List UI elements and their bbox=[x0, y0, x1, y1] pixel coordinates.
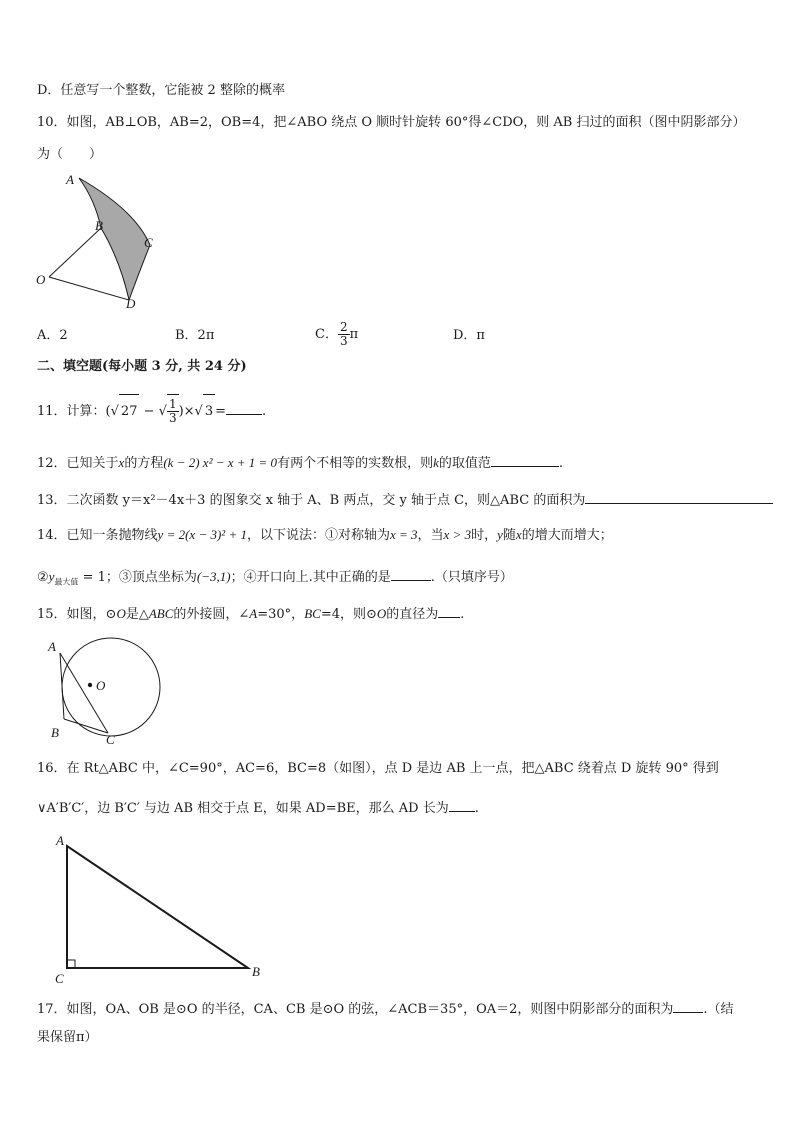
q13 bbox=[37, 489, 773, 510]
q12-end: . bbox=[558, 456, 564, 471]
q15-circle bbox=[62, 638, 160, 736]
q14-var-x: x bbox=[515, 527, 522, 542]
q15-figure bbox=[38, 634, 178, 754]
q16-label-b: B bbox=[252, 964, 260, 979]
q12-mid1: 的方程 bbox=[124, 456, 164, 471]
q17-end: .（结 bbox=[703, 1002, 734, 1017]
q14-l2-p1: ② bbox=[37, 570, 49, 585]
q14-l2-eq: = 1 bbox=[78, 570, 106, 585]
q10-segment-od bbox=[49, 277, 129, 300]
q12-mid2: 有两个不相等的实数根，则 bbox=[277, 456, 434, 471]
q15-abc: ABC bbox=[148, 606, 174, 621]
q16-answer-blank[interactable] bbox=[449, 797, 475, 812]
q14-l2-end: .（只填序号） bbox=[430, 570, 513, 585]
q12-equation: (k − 2) x² − x + 1 = 0 bbox=[163, 455, 278, 470]
q14-equation: y = 2(x − 3)² + 1 bbox=[157, 527, 247, 542]
q13-answer-blank[interactable] bbox=[585, 489, 773, 504]
q14-mid1: ，以下说法：①对称轴为 bbox=[246, 528, 390, 543]
q10-stem-line1: 10．如图，AB⊥OB，AB=2，OB=4，把∠ABO 绕点 O 顺时针旋转 60°得∠CDO，则 AB 扫过的面积（图中阴影部分） bbox=[37, 115, 746, 130]
q15-o2: O bbox=[376, 606, 387, 621]
q10-option-c-prefix: C． bbox=[315, 327, 338, 342]
q14-var-y: y bbox=[497, 527, 503, 542]
q10-option-d: D．π bbox=[453, 328, 485, 343]
radical-icon: √ bbox=[110, 404, 119, 419]
q10-option-c-fraction bbox=[338, 321, 350, 348]
q10-option-c-den: 3 bbox=[339, 334, 348, 348]
q14-condition: x > 3 bbox=[443, 527, 472, 542]
q12-var-k: k bbox=[433, 455, 439, 470]
q14-line1 bbox=[37, 526, 613, 545]
q16-line2-text: ∨A′B′C′，边 B′C′ 与边 AB 相交于点 E，如果 AD=BE，那么 AD 长为 bbox=[37, 801, 449, 816]
q11-suffix: = bbox=[215, 404, 227, 419]
q16-label-c: C bbox=[55, 971, 64, 986]
q16-line1: 16．在 Rt△ABC 中，∠C=90°，AC=6，BC=8（如图），点 D 是边 AB 上一点，把△ABC 绕着点 D 旋转 90° 得到 bbox=[37, 761, 719, 776]
q15-label-c: C bbox=[106, 732, 115, 747]
q10-label-b: B bbox=[95, 218, 103, 233]
q15-mid5: 的直径为 bbox=[386, 607, 439, 622]
q15-o: O bbox=[116, 606, 126, 621]
q12-answer-blank[interactable] bbox=[491, 452, 559, 467]
q11-fraction bbox=[167, 398, 179, 425]
q17-line1 bbox=[37, 998, 734, 1019]
q16-figure bbox=[50, 828, 290, 988]
q14-axis: x = 3 bbox=[389, 527, 418, 542]
q15-center-dot bbox=[88, 683, 92, 687]
q15-label-b: B bbox=[51, 725, 59, 740]
q15-segment-ac bbox=[60, 653, 108, 733]
q12-var-x: x bbox=[118, 455, 125, 470]
q11-prefix: 11．计算：( bbox=[37, 404, 111, 419]
q14-line2 bbox=[37, 566, 513, 592]
q10-segment-ob bbox=[49, 228, 101, 277]
q10-label-o: O bbox=[36, 272, 46, 287]
q11-sqrt1: 27 bbox=[119, 394, 140, 429]
q14-mid4: 随 bbox=[502, 528, 516, 543]
q12-prefix: 12．已知关于 bbox=[37, 456, 119, 471]
q14-mid2: ，当 bbox=[417, 528, 444, 543]
q15-label-o: O bbox=[96, 678, 106, 693]
q10-option-b: B．2π bbox=[175, 328, 215, 343]
q10-option-a: A．2 bbox=[37, 328, 68, 343]
q17-text: 17．如图，OA、OB 是⊙O 的半径，CA、CB 是⊙O 的弦，∠ACB＝35°，OA＝2，则图中阴影部分的面积为 bbox=[37, 1002, 674, 1017]
q11-answer-blank[interactable] bbox=[226, 400, 262, 415]
q15-mid1: 是△ bbox=[125, 607, 149, 622]
q16-label-a: A bbox=[56, 833, 64, 848]
q14-l2-y: y bbox=[48, 569, 55, 584]
q11-minus: − bbox=[139, 404, 159, 419]
q11-end: . bbox=[262, 404, 267, 419]
q15-answer-blank[interactable] bbox=[438, 603, 460, 618]
q9-option-d: D．任意写一个整数，它能被 2 整除的概率 bbox=[37, 83, 285, 98]
q11-times: )× bbox=[178, 404, 195, 419]
q15 bbox=[37, 603, 464, 624]
q10-stem-line2: 为（ ） bbox=[37, 147, 103, 162]
q10-label-d: D bbox=[126, 296, 136, 310]
q14-l2-vertex: (−3,1) bbox=[196, 569, 231, 584]
q16-line2 bbox=[37, 797, 479, 818]
q10-label-a: A bbox=[66, 172, 74, 187]
q15-mid2: 的外接圆，∠ bbox=[173, 607, 250, 622]
q15-mid3: =30°， bbox=[257, 607, 305, 622]
q15-mid4: =4，则⊙ bbox=[320, 607, 377, 622]
q16-right-angle-mark bbox=[67, 960, 75, 968]
q15-label-a: A bbox=[48, 639, 56, 654]
q14-prefix: 14．已知一条抛物线 bbox=[37, 528, 158, 543]
q11-sqrt-fraction bbox=[167, 394, 179, 429]
q14-mid3: 时， bbox=[471, 528, 498, 543]
q10-label-c: C bbox=[144, 235, 153, 250]
q14-l2-p3: ；④开口向上.其中正确的是 bbox=[230, 570, 391, 585]
q14-l2-subscript: 最大值 bbox=[54, 577, 79, 587]
q10-figure bbox=[30, 170, 180, 310]
q10-option-c bbox=[315, 318, 358, 352]
q13-text: 13．二次函数 y＝x²－4x＋3 的图象交 x 轴于 A、B 两点，交 y 轴于点 C，则△ABC 的面积为 bbox=[37, 493, 586, 508]
q10-option-c-num: 2 bbox=[339, 320, 348, 334]
q12-mid3: 的取值范 bbox=[438, 456, 491, 471]
q15-bc: BC bbox=[304, 606, 321, 621]
q16-line2-end: . bbox=[474, 801, 479, 816]
q14-l2-p2: ；③顶点坐标为 bbox=[105, 570, 197, 585]
q11-frac-den: 3 bbox=[168, 411, 177, 425]
q11 bbox=[37, 394, 266, 429]
q17-line2: 果保留π） bbox=[37, 1030, 98, 1045]
section-title: 二、填空题(每小题 3 分, 共 24 分) bbox=[37, 359, 247, 374]
q14-end1: 的增大而增大； bbox=[521, 528, 613, 543]
q15-prefix: 15．如图，⊙ bbox=[37, 607, 117, 622]
q15-a: A bbox=[249, 606, 258, 621]
q14-answer-blank[interactable] bbox=[391, 566, 431, 581]
q16-triangle bbox=[67, 846, 248, 968]
q17-answer-blank[interactable] bbox=[673, 998, 703, 1013]
q10-option-c-suffix: π bbox=[349, 327, 359, 342]
q11-frac-num: 1 bbox=[168, 397, 177, 411]
radical-icon: √ bbox=[158, 404, 167, 419]
q11-sqrt2: 3 bbox=[203, 394, 215, 429]
q12 bbox=[37, 452, 563, 473]
radical-icon: √ bbox=[194, 404, 203, 419]
q15-end: . bbox=[460, 607, 465, 622]
q15-segment-ab bbox=[60, 653, 64, 719]
